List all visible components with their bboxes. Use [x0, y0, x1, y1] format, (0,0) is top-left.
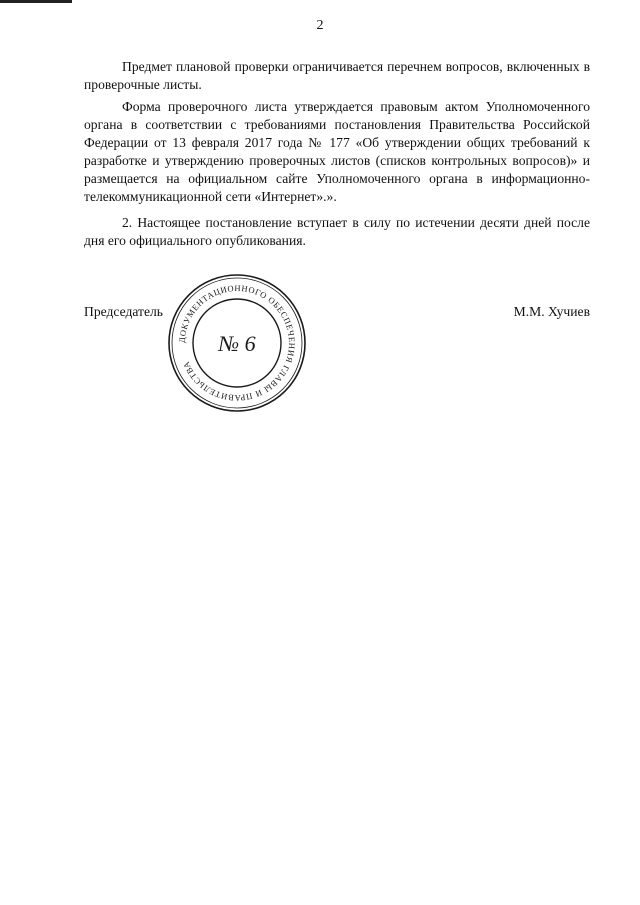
document-body — [84, 58, 590, 258]
page-number: 2 — [316, 18, 324, 33]
paragraph-3: 2. Настоящее постановление вступает в силу по истечении десяти дней после дня его официального опубликования. — [84, 215, 590, 248]
signature-block — [84, 304, 590, 324]
seal-ring-text: ДОКУМЕНТАЦИОННОГО ОБЕСПЕЧЕНИЯ ГЛАВЫ И ПРАВИТЕЛЬСТВА — [176, 282, 298, 404]
paragraph-1: Предмет плановой проверки ограничивается перечнем вопросов, включенных в проверочные листы. — [84, 59, 590, 92]
official-seal-stamp — [167, 273, 307, 413]
signatory-name: М.М. Хучиев — [513, 304, 590, 319]
scan-corner-mark — [0, 0, 72, 3]
seal-number: № 6 — [218, 331, 256, 356]
signatory-title: Председатель — [84, 304, 163, 319]
paragraph-2: Форма проверочного листа утверждается правовым актом Уполномоченного органа в соответствии с требованиями постановления Правительства Российской Федерации от 13 февраля 2017 года № 177 «Об утверждении общих требований к разработке и утверждению проверочных листов (списков контрольных вопросов)» и размещается на официальном сайте Уполномоченного органа в информационно-телекоммуникационной сети «Интернет».». — [84, 99, 590, 204]
